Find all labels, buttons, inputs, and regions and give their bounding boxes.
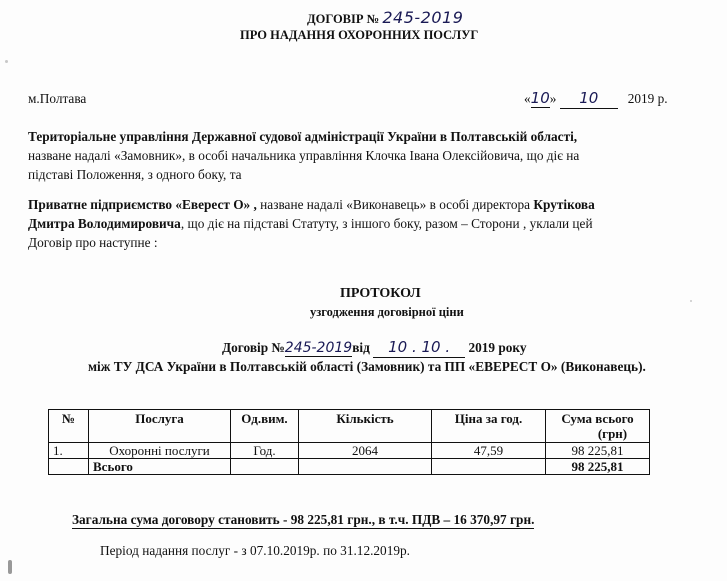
- contract-total-amount: Загальна сума договору становить - 98 225,81 грн., в т.ч. ПДВ – 16 370,97 грн.: [72, 512, 535, 527]
- party1-name: Територіальне управління Державної судової адміністрації України в Полтавській області,: [28, 129, 578, 144]
- handwritten-protocol-date: 10 . 10 .: [373, 338, 465, 358]
- cell-unit: Год.: [231, 443, 299, 459]
- total-sum: 98 225,81: [546, 459, 650, 475]
- scan-speck: [690, 300, 692, 302]
- scan-speck: [8, 560, 12, 574]
- director-surname: Крутікова: [533, 197, 595, 212]
- table-header-row: [49, 410, 650, 443]
- total-label: Всього: [89, 459, 231, 475]
- header-price: Ціна за год.: [432, 410, 546, 443]
- party1-line3: підставі Положення, з одного боку, та: [28, 167, 242, 182]
- handwritten-month: 10: [560, 89, 618, 109]
- header-quantity: Кількість: [299, 410, 432, 443]
- table-total-row: [49, 459, 650, 475]
- cell-service: Охоронні послуги: [89, 443, 231, 459]
- scan-speck: [5, 60, 8, 63]
- table-row: [49, 443, 650, 459]
- protocol-title: ПРОТОКОЛ: [340, 286, 421, 301]
- cell-quantity: 2064: [299, 443, 432, 459]
- protocol-contract-line: Договір №245-2019від 10 . 10 . 2019 року: [222, 338, 527, 356]
- header-sum: Сума всього (грн): [546, 410, 650, 443]
- protocol-parties: між ТУ ДСА України в Полтавській області (Замовник) та ПП «ЕВЕРЕСТ О» (Виконавець).: [88, 359, 646, 374]
- service-period: Період надання послуг - з 07.10.2019р. по 31.12.2019р.: [100, 543, 410, 558]
- city-label: м.Полтава: [28, 91, 87, 106]
- party1-line2: назване надалі «Замовник», в особі начальника управління Клочка Івана Олексійовича, що діє на: [28, 148, 580, 163]
- contract-title: [307, 10, 463, 27]
- price-table: [48, 409, 650, 475]
- header-unit: Од.вим.: [231, 410, 299, 443]
- protocol-year: 2019 року: [468, 340, 527, 355]
- contract-subtitle: ПРО НАДАННЯ ОХОРОННИХ ПОСЛУГ: [240, 28, 479, 42]
- contract-date: «10» 10 2019 р.: [524, 89, 668, 107]
- party2-line1: Приватне підприємство «Еверест О» , назване надалі «Виконавець» в особі директора Крутікова: [28, 197, 595, 212]
- contract-year: 2019 р.: [627, 91, 668, 106]
- director-name: Дмитра Володимировича: [28, 216, 181, 231]
- handwritten-protocol-number: 245-2019: [284, 340, 353, 356]
- contract-title-prefix: ДОГОВІР №: [307, 12, 380, 26]
- cell-price: 47,59: [432, 443, 546, 459]
- party2-line2: Дмитра Володимировича, що діє на підставі Статуту, з іншого боку, разом – Сторони , уклали цей: [28, 216, 593, 231]
- cell-num: 1.: [49, 443, 89, 459]
- header-service: Послуга: [89, 410, 231, 443]
- party2-line3: Договір про наступне :: [28, 235, 158, 250]
- handwritten-day: 10: [530, 89, 550, 107]
- handwritten-contract-number: 245-2019: [382, 8, 464, 27]
- cell-sum: 98 225,81: [546, 443, 650, 459]
- protocol-subtitle: узгодження договірної ціни: [310, 305, 464, 319]
- party2-name: Приватне підприємство «Еверест О» ,: [28, 197, 257, 212]
- header-num: №: [49, 410, 89, 443]
